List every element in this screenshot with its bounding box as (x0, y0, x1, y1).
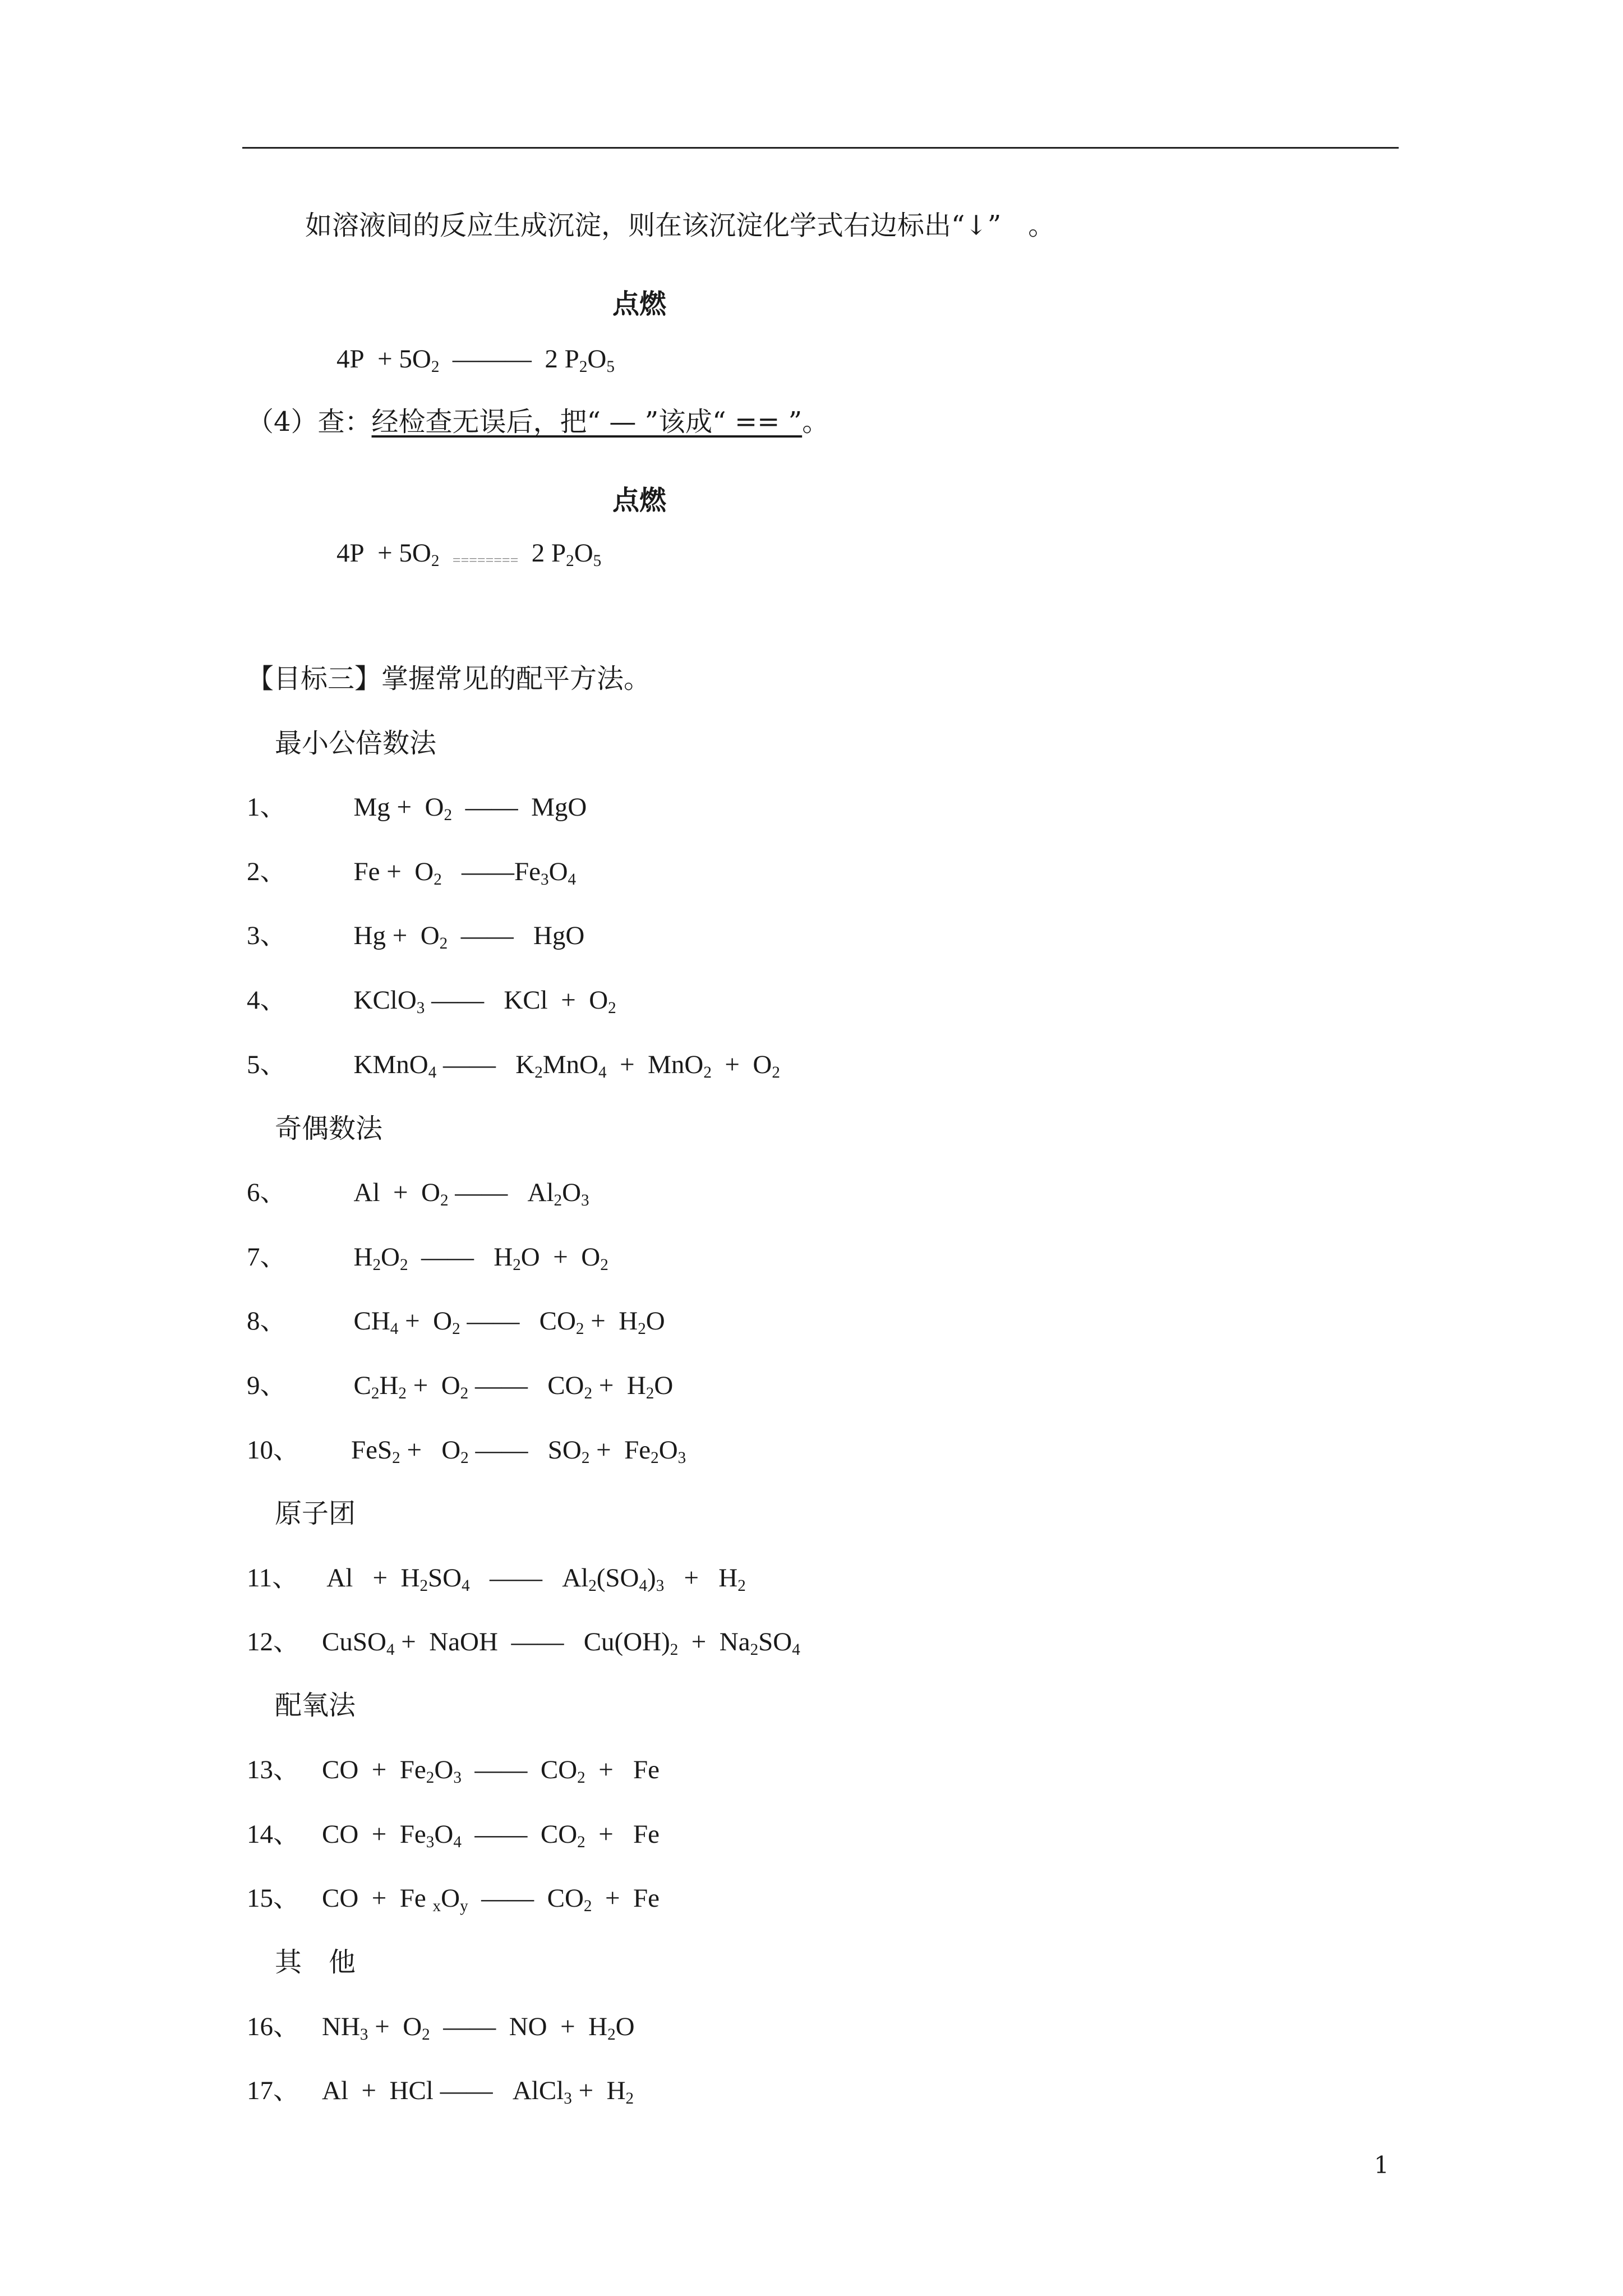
exercise-14: 14、 CO + $Fe_3O_4$ —— $CO_2 + Fe$ (247, 1820, 660, 1852)
exercise-17: 17、 Al + HCl —— AlCl$_3$ + $H_2$ (247, 2076, 634, 2108)
exercise-16: 16、 $NH_3 + O_2$ —— NO + $H_2O$ (247, 2012, 635, 2044)
exercise-8: 8、 $CH_4 + O_2$ —— $CO_2 + H_2O$ (247, 1306, 665, 1338)
exercise-13: 13、 CO + $Fe_2O_3$ —— $CO_2 + Fe$ (247, 1755, 660, 1787)
intro-text: 如溶液间的反应生成沉淀，则在该沉淀化学式右边标出“↓” 。 (305, 210, 1055, 241)
exercise-15: 15、 CO + Fe $_xO_y$ —— $CO_2 + Fe$ (247, 1884, 660, 1916)
exercise-4: 4、 KClO$_3$ —— KCl + $O_2$ (247, 986, 616, 1018)
section-atom-group: 原子团 (275, 1498, 356, 1529)
exercise-10: 10、 $FeS_2 + O_2$ —— $SO_2 + Fe_2O_3$ (247, 1435, 686, 1467)
section-odd-even: 奇偶数法 (275, 1113, 383, 1144)
exercise-9: 9、 $C_2H_2 + O_2$ —— $CO_2 + H_2O$ (247, 1371, 674, 1403)
section-other: 其 他 (275, 1947, 356, 1978)
exercise-1: 1、 $Mg + O_2$ —— MgO (247, 793, 587, 825)
condition-label-2: 点燃 (612, 485, 667, 516)
exercise-5: 5、 KMnO$_4$ —— $K_2MnO_4 + MnO_2 + O_2$ (247, 1050, 780, 1082)
exercise-11: 11、 $Al + H_2SO_4$ —— $Al_2(SO_4)_3 + H_2$ (247, 1563, 746, 1595)
exercise-7: 7、 $H_2O_2$ —— $H_2O + O_2$ (247, 1243, 608, 1274)
equation-draft: $4P + 5O_2$ ——— 2 $P_2O_5$ (336, 344, 615, 376)
exercise-12: 12、 CuSO$_4$ + NaOH —— $Cu(OH)_2 + Na_2SO_4$ (247, 1627, 800, 1659)
exercise-2: 2、 $Fe + O_2$ $——Fe_3O_4$ (247, 857, 577, 889)
step4-underlined: 经检查无误后，把“ — ”该成“ == ” (371, 406, 803, 438)
exercise-6: 6、 $Al + O_2$ —— $Al_2O_3$ (247, 1178, 589, 1210)
section-oxygen: 配氧法 (275, 1690, 356, 1721)
condition-label: 点燃 (612, 288, 667, 320)
goal-three-heading: 【目标三】掌握常见的配平方法。 (247, 663, 651, 694)
exercise-3: 3、 $Hg + O_2$ —— HgO (247, 921, 585, 953)
header-rule (242, 147, 1399, 149)
section-lcm: 最小公倍数法 (275, 728, 437, 759)
page-number: 1 (1374, 2151, 1389, 2179)
equation-final: $4P + 5O_2$ ======== 2 $P_2O_5$ (336, 539, 602, 570)
step4-check: （4）查：经检查无误后，把“ — ”该成“ == ”。 (247, 406, 829, 438)
